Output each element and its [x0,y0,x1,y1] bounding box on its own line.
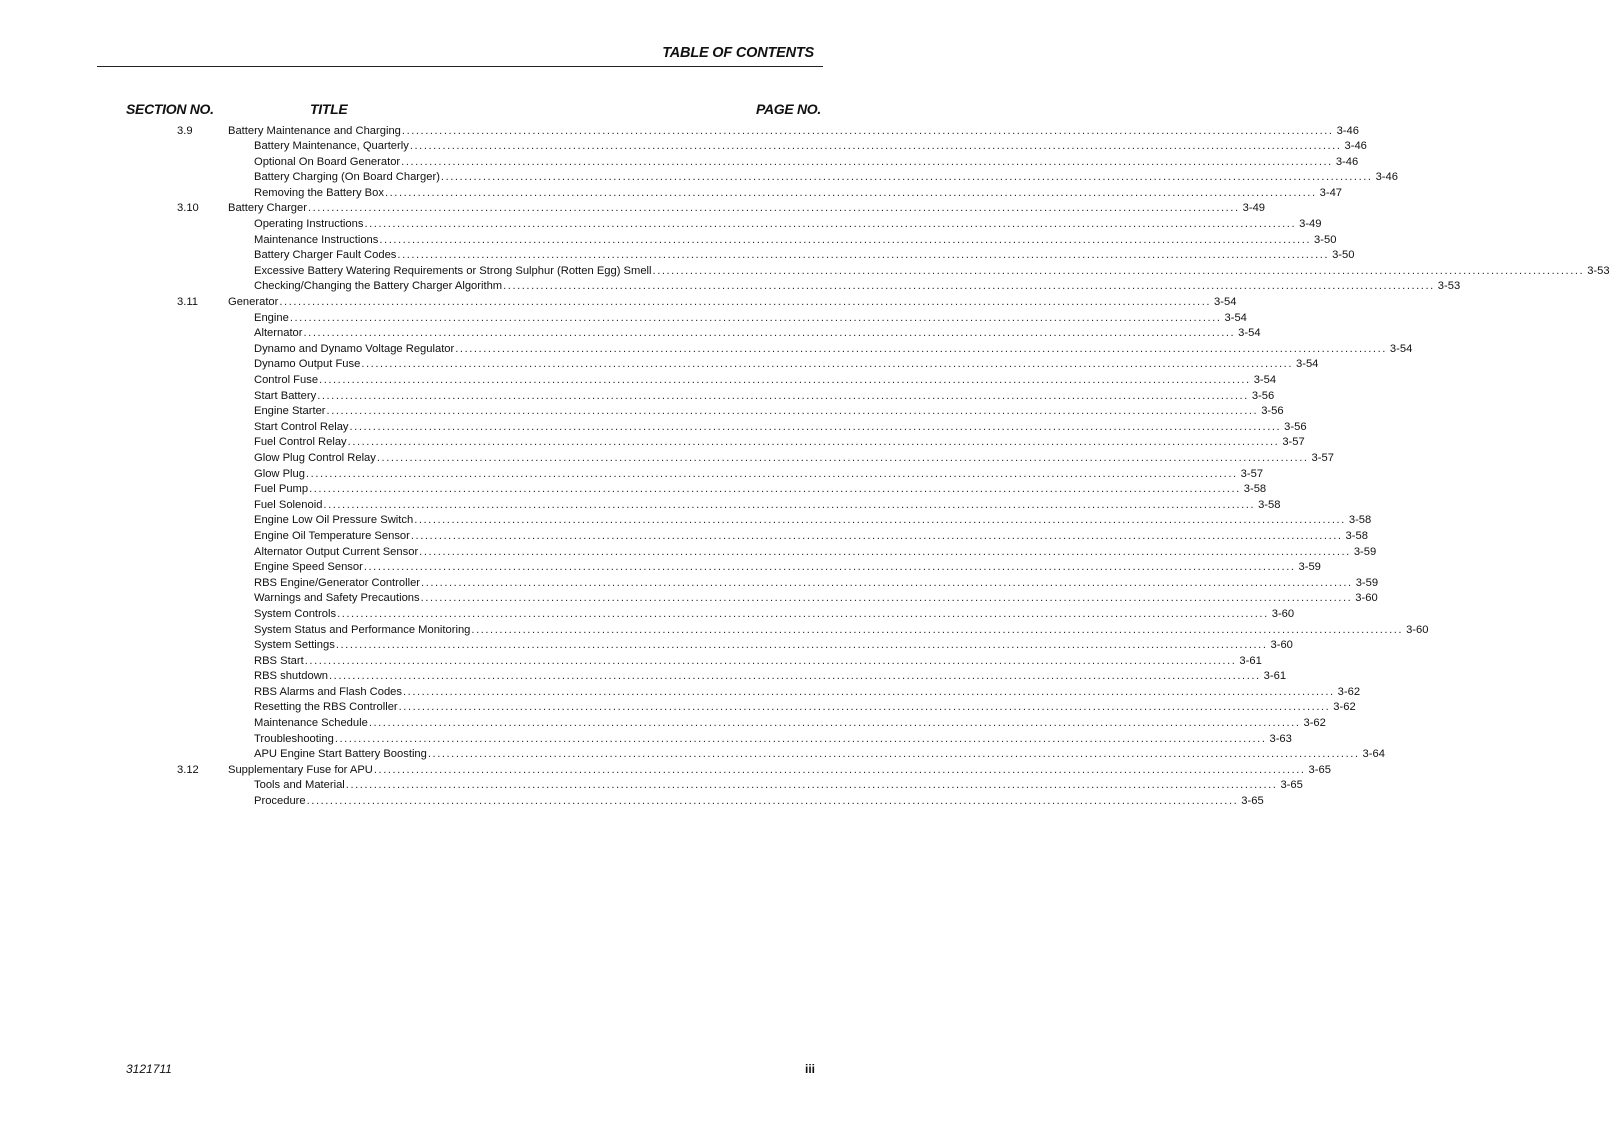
toc-row [0,700,1356,716]
toc-row [0,420,1307,436]
dot-leader: ........................................................................................................................................................................................................ [307,202,1240,215]
toc-entry-link[interactable] [254,373,1277,389]
dot-leader: ........................................................................................................................................................................................................ [345,779,1278,792]
dot-leader: ........................................................................................................................................................................................................ [289,311,1222,324]
dot-leader: ........................................................................................................................................................................................................ [419,545,1351,558]
toc-entry-link[interactable] [254,591,1378,607]
dot-leader: ........................................................................................................................................................................................................ [306,467,1238,480]
toc-row [0,248,1355,264]
toc-entry-link[interactable] [254,326,1261,342]
toc-entry-title: Resetting the RBS Controller [254,701,398,714]
toc-entry-link[interactable] [254,342,1413,358]
toc-row [0,435,1305,451]
toc-row [0,124,1359,140]
toc-entry-link[interactable] [254,778,1303,794]
toc-entry-link[interactable] [254,513,1372,529]
toc-entry-title: Dynamo and Dynamo Voltage Regulator [254,342,455,355]
toc-entry-title: Generator [228,296,279,309]
toc-entry-title: Battery Maintenance and Charging [228,124,401,137]
toc-entry-title: Supplementary Fuse for APU [228,763,373,776]
toc-row [0,139,1367,155]
toc-entry-title: System Controls [254,607,337,620]
toc-entry-title: RBS Alarms and Flash Codes [254,685,402,698]
dot-leader: ........................................................................................................................................................................................................ [317,389,1249,402]
toc-section-number: 3.10 [177,202,199,215]
toc-entry-link[interactable] [254,529,1368,545]
toc-section-number: 3.12 [177,763,199,776]
toc-entry-link[interactable] [228,295,1237,311]
dot-leader: ........................................................................................................................................................................................................ [361,358,1293,371]
dot-leader: ........................................................................................................................................................................................................ [323,498,1256,511]
toc-row [0,342,1413,358]
toc-row [0,311,1247,327]
toc-entry-link[interactable] [254,685,1361,701]
toc-entry-link[interactable] [254,264,1610,280]
toc-entry-link[interactable] [254,233,1337,249]
dot-leader: ........................................................................................................................................................................................................ [309,483,1241,496]
toc-row [0,545,1377,561]
toc-entry-title: Start Battery [254,389,317,402]
dot-leader: ........................................................................................................................................................................................................ [455,342,1387,355]
toc-entry-page: 3-57 [1282,436,1305,449]
toc-row [0,732,1292,748]
toc-entry-link[interactable] [254,747,1385,763]
column-header-page: PAGE NO. [755,101,821,117]
toc-entry-title: Engine Oil Temperature Sensor [254,529,410,542]
dot-leader: ........................................................................................................................................................................................................ [440,171,1373,184]
toc-entry-title: Dynamo Output Fuse [254,358,361,371]
page-header-title: TABLE OF CONTENTS [662,45,814,61]
toc-entry-title: Battery Charger [228,202,307,215]
toc-entry-link[interactable] [228,124,1359,140]
dot-leader: ........................................................................................................................................................................................................ [384,186,1317,199]
toc-entry-page: 3-59 [1355,576,1379,589]
toc-entry-link[interactable] [254,420,1307,436]
toc-entry-page: 3-49 [1299,218,1322,231]
dot-leader: ........................................................................................................................................................................................................ [421,576,1353,589]
toc-entry-title: Troubleshooting [254,732,334,745]
toc-entry-link[interactable] [254,248,1355,264]
toc-entry-page: 3-63 [1269,732,1292,745]
toc-entry-page: 3-56 [1261,405,1284,418]
toc-row [0,591,1378,607]
toc-entry-page: 3-54 [1238,327,1261,340]
dot-leader: ........................................................................................................................................................................................................ [414,514,1346,527]
document-number: 3121711 [126,1062,172,1076]
toc-entry-page: 3-59 [1298,561,1321,574]
toc-entry-link[interactable] [254,716,1326,732]
toc-row [0,482,1267,498]
toc-entry-link[interactable] [254,357,1319,373]
column-header-section: SECTION NO. [126,101,214,117]
toc-entry-page: 3-59 [1353,545,1377,558]
toc-row [0,186,1343,202]
dot-leader: ........................................................................................................................................................................................................ [420,592,1353,605]
toc-entry-link[interactable] [254,654,1262,670]
toc-entry-title: Battery Maintenance, Quarterly [254,140,409,153]
dot-leader: ........................................................................................................................................................................................................ [503,280,1435,293]
toc-entry-page: 3-49 [1242,202,1266,215]
dot-leader: ........................................................................................................................................................................................................ [303,327,1236,340]
toc-row [0,498,1281,514]
dot-leader: ........................................................................................................................................................................................................ [427,748,1360,761]
dot-leader: ........................................................................................................................................................................................................ [349,420,1282,433]
toc-entry-link[interactable] [254,467,1264,483]
toc-entry-page: 3-47 [1319,186,1343,199]
toc-row [0,638,1293,654]
toc-entry-link[interactable] [254,279,1461,295]
toc-entry-page: 3-53 [1437,280,1461,293]
toc-entry-link[interactable] [254,139,1367,155]
dot-leader: ........................................................................................................................................................................................................ [279,296,1212,309]
dot-leader: ........................................................................................................................................................................................................ [368,717,1301,730]
toc-entry-page: 3-62 [1337,685,1361,698]
toc-entry-page: 3-65 [1308,763,1331,776]
toc-entry-page: 3-54 [1296,358,1319,371]
toc-entry-title: Checking/Changing the Battery Charger Algorithm [254,280,503,293]
dot-leader: ........................................................................................................................................................................................................ [401,124,1334,137]
toc-row [0,685,1361,701]
toc-row [0,170,1398,186]
toc-entry-link[interactable] [254,607,1295,623]
toc-entry-page: 3-58 [1258,498,1281,511]
toc-entry-title: Excessive Battery Watering Requirements or Strong Sulphur (Rotten Egg) Smell [254,264,652,277]
toc-entry-title: Glow Plug Control Relay [254,451,376,464]
toc-row [0,373,1277,389]
dot-leader: ........................................................................................................................................................................................................ [319,374,1251,386]
toc-entry-link[interactable] [254,186,1343,202]
toc-entry-title: Maintenance Instructions [254,233,379,246]
toc-row [0,607,1295,623]
toc-row [0,716,1326,732]
toc-entry-link[interactable] [254,435,1305,451]
dot-leader: ........................................................................................................................................................................................................ [376,451,1309,464]
toc-row [0,357,1319,373]
toc-entry-link[interactable] [254,311,1247,327]
toc-entry-link[interactable] [254,669,1287,685]
toc-entry-title: System Status and Performance Monitoring [254,623,471,636]
toc-entry-link[interactable] [254,623,1429,639]
toc-row [0,576,1379,592]
dot-leader: ........................................................................................................................................................................................................ [379,233,1312,246]
toc-row [0,623,1429,639]
toc-entry-link[interactable] [254,732,1292,748]
toc-entry-link[interactable] [228,201,1266,217]
toc-entry-title: Operating Instructions [254,218,364,231]
toc-entry-page: 3-54 [1253,374,1277,386]
dot-leader: ........................................................................................................................................................................................................ [410,529,1343,542]
toc-entry-page: 3-58 [1243,483,1267,496]
toc-entry-title: Engine Low Oil Pressure Switch [254,514,414,527]
toc-entry-link[interactable] [254,170,1398,186]
toc-entry-title: RBS Start [254,654,304,667]
dot-leader: ........................................................................................................................................................................................................ [334,732,1267,745]
dot-leader: ........................................................................................................................................................................................................ [401,155,1333,168]
toc-entry-title: Engine Starter [254,405,326,418]
toc-row [0,669,1287,685]
toc-entry-title: Fuel Control Relay [254,436,347,449]
toc-entry-link[interactable] [254,451,1334,467]
toc-entry-link[interactable] [254,217,1322,233]
toc-entry-title: Engine Speed Sensor [254,561,363,574]
dot-leader: ........................................................................................................................................................................................................ [403,685,1335,698]
dot-leader: ........................................................................................................................................................................................................ [329,670,1261,683]
toc-row [0,747,1385,763]
toc-list [0,124,1610,810]
toc-entry-page: 3-56 [1251,389,1275,402]
toc-entry-link[interactable] [254,700,1356,716]
toc-row [0,451,1334,467]
toc-entry-page: 3-50 [1314,233,1337,246]
toc-entry-page: 3-60 [1271,607,1295,620]
toc-entry-page: 3-64 [1362,748,1385,761]
header-rule [97,66,823,67]
toc-entry-title: Optional On Board Generator [254,155,401,168]
dot-leader: ........................................................................................................................................................................................................ [471,623,1404,636]
toc-entry-page: 3-46 [1335,155,1359,168]
toc-entry-page: 3-61 [1263,670,1287,683]
toc-entry-title: RBS Engine/Generator Controller [254,576,421,589]
toc-entry-page: 3-57 [1240,467,1264,480]
toc-row [0,794,1264,810]
toc-entry-title: RBS shutdown [254,670,329,683]
toc-entry-link[interactable] [254,794,1264,810]
toc-entry-page: 3-54 [1389,342,1413,355]
toc-entry-link[interactable] [254,638,1293,654]
toc-row [0,217,1322,233]
toc-section-number: 3.11 [177,296,198,309]
toc-entry-title: Engine [254,311,289,324]
toc-entry-title: Warnings and Safety Precautions [254,592,420,605]
toc-row [0,279,1461,295]
toc-row [0,763,1331,779]
toc-entry-title: System Settings [254,639,335,652]
toc-row [0,201,1266,217]
toc-row [0,467,1264,483]
toc-entry-title: Tools and Material [254,779,345,792]
toc-entry-link[interactable] [254,389,1275,405]
toc-entry-page: 3-46 [1375,171,1398,184]
toc-entry-page: 3-65 [1241,795,1264,808]
toc-row [0,513,1372,529]
toc-entry-page: 3-57 [1311,451,1334,464]
toc-entry-title: Battery Charger Fault Codes [254,249,397,262]
toc-row [0,326,1261,342]
toc-row [0,654,1262,670]
toc-entry-page: 3-50 [1332,249,1355,262]
toc-entry-page: 3-54 [1224,311,1247,324]
toc-section-number: 3.9 [177,124,193,137]
dot-leader: ........................................................................................................................................................................................................ [304,654,1237,667]
toc-entry-title: Fuel Pump [254,483,309,496]
dot-leader: ........................................................................................................................................................................................................ [652,264,1585,277]
toc-entry-page: 3-61 [1239,654,1262,667]
toc-entry-page: 3-60 [1270,639,1293,652]
toc-entry-page: 3-60 [1406,623,1429,636]
toc-entry-page: 3-46 [1344,140,1367,153]
dot-leader: ........................................................................................................................................................................................................ [363,561,1296,574]
dot-leader: ........................................................................................................................................................................................................ [337,607,1269,620]
toc-entry-link[interactable] [254,545,1377,561]
toc-entry-title: Glow Plug [254,467,305,480]
toc-entry-page: 3-54 [1214,296,1237,309]
toc-entry-title: Alternator [254,327,303,340]
toc-row [0,529,1368,545]
toc-entry-title: Removing the Battery Box [254,186,384,199]
toc-entry-title: Battery Charging (On Board Charger) [254,171,440,184]
dot-leader: ........................................................................................................................................................................................................ [409,140,1342,153]
toc-entry-link[interactable] [254,482,1267,498]
dot-leader: ........................................................................................................................................................................................................ [397,249,1330,262]
toc-entry-link[interactable] [254,404,1284,420]
toc-entry-page: 3-58 [1345,529,1368,542]
page-number: iii [804,1062,815,1076]
toc-entry-link[interactable] [228,763,1331,779]
toc-entry-page: 3-56 [1284,420,1307,433]
toc-row [0,233,1337,249]
toc-entry-title: APU Engine Start Battery Boosting [254,748,427,761]
toc-entry-page: 3-46 [1336,124,1359,137]
toc-entry-page: 3-58 [1348,514,1372,527]
toc-entry-link[interactable] [254,498,1281,514]
toc-entry-link[interactable] [254,155,1359,171]
toc-row [0,560,1321,576]
toc-entry-title: Procedure [254,795,306,808]
toc-entry-page: 3-62 [1303,717,1326,730]
toc-entry-title: Maintenance Schedule [254,717,368,730]
toc-row [0,295,1237,311]
toc-entry-title: Fuel Solenoid [254,498,323,511]
toc-row [0,404,1284,420]
dot-leader: ........................................................................................................................................................................................................ [326,405,1259,418]
toc-entry-page: 3-62 [1333,701,1356,714]
toc-entry-page: 3-65 [1280,779,1303,792]
toc-row [0,778,1303,794]
toc-entry-link[interactable] [254,576,1379,592]
dot-leader: ........................................................................................................................................................................................................ [347,436,1280,449]
dot-leader: ........................................................................................................................................................................................................ [364,218,1297,231]
toc-entry-page: 3-53 [1587,264,1610,277]
toc-entry-title: Control Fuse [254,374,319,386]
toc-entry-page: 3-60 [1355,592,1378,605]
dot-leader: ........................................................................................................................................................................................................ [398,701,1331,714]
column-header-title: TITLE [310,101,348,117]
dot-leader: ........................................................................................................................................................................................................ [306,795,1239,808]
toc-entry-link[interactable] [254,560,1321,576]
toc-row [0,264,1610,280]
toc-entry-title: Start Control Relay [254,420,349,433]
dot-leader: ........................................................................................................................................................................................................ [335,639,1268,652]
toc-row [0,155,1359,171]
toc-entry-title: Alternator Output Current Sensor [254,545,419,558]
toc-row [0,389,1275,405]
dot-leader: ........................................................................................................................................................................................................ [373,763,1306,776]
